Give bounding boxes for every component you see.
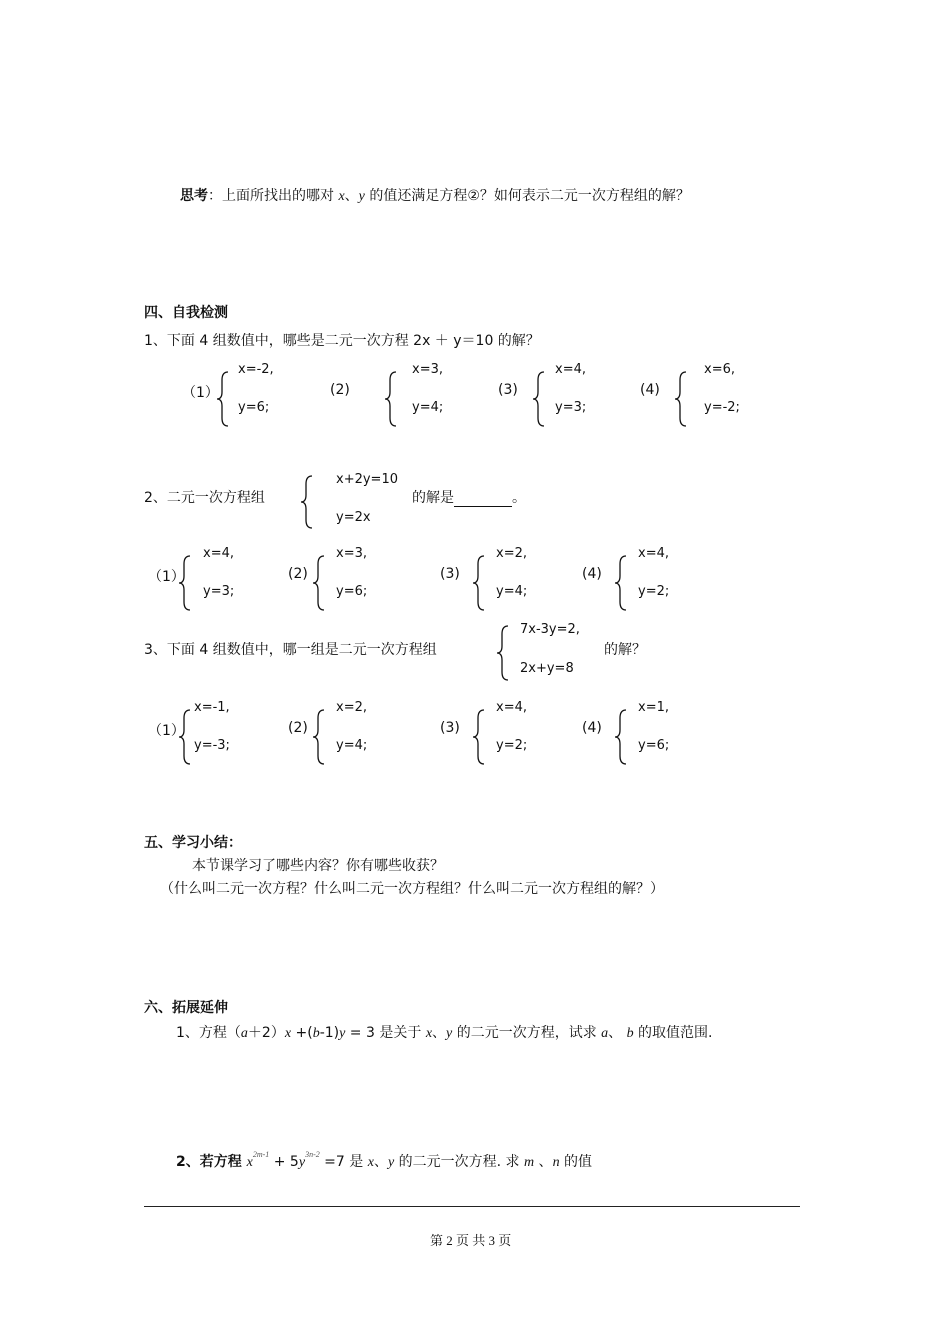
brace-icon bbox=[614, 554, 628, 612]
answer-blank[interactable] bbox=[454, 491, 512, 507]
s4-q3-eq2: 2x+y=8 bbox=[520, 661, 574, 676]
brace-icon bbox=[178, 708, 192, 766]
page-number: 第 2 页 共 3 页 bbox=[430, 1233, 512, 1248]
s5-line1: 本节课学习了哪些内容？你有哪些收获？ bbox=[192, 858, 444, 874]
think-label: 思考 bbox=[180, 188, 208, 204]
brace-icon bbox=[312, 708, 326, 766]
brace-icon bbox=[614, 708, 628, 766]
think-line: 思考：上面所找出的哪对 x、y 的值还满足方程②？如何表示二元一次方程组的解？ bbox=[180, 188, 690, 204]
brace-icon bbox=[472, 708, 486, 766]
brace-icon bbox=[384, 370, 398, 428]
s4-q2-eq2: y=2x bbox=[336, 510, 371, 525]
s4-q3-eq1: 7x-3y=2, bbox=[520, 622, 580, 637]
s4-q2-eq1: x+2y=10 bbox=[336, 472, 398, 487]
s5-line2: （什么叫二元一次方程？什么叫二元一次方程组？什么叫二元一次方程组的解？） bbox=[160, 881, 664, 897]
brace-icon bbox=[312, 554, 326, 612]
s4-q3-prefix: 3、下面 4 组数值中，哪一组是二元一次方程组 bbox=[144, 642, 437, 658]
brace-icon bbox=[674, 370, 688, 428]
footer-divider bbox=[144, 1206, 800, 1207]
s4-q2-prefix: 2、二元一次方程组 bbox=[144, 490, 265, 506]
s4-q2-suffix: 的解是 。 bbox=[412, 490, 526, 506]
s6-q1: 1、方程（a＋2）x +(b-1)y = 3 是关于 x、y 的二元一次方程，试求 a、 b 的取值范围. bbox=[176, 1025, 713, 1041]
brace-icon bbox=[300, 474, 314, 530]
brace-icon bbox=[532, 370, 546, 428]
brace-icon bbox=[496, 624, 510, 682]
brace-icon bbox=[216, 370, 230, 428]
section-4-heading: 四、自我检测 bbox=[144, 305, 228, 321]
section-5-heading: 五、学习小结： bbox=[144, 835, 242, 851]
brace-icon bbox=[178, 554, 192, 612]
s4-q3-suffix: 的解？ bbox=[604, 642, 646, 658]
section-6-heading: 六、拓展延伸 bbox=[144, 1000, 228, 1016]
brace-icon bbox=[472, 554, 486, 612]
s6-q2: 2、若方程 $x^{2m-1} + 5y^{3n-2} =7$ 是 x、y 的二元一次方程. 求 m 、n 的值 bbox=[176, 1150, 593, 1170]
s4-q1-text: 1、下面 4 组数值中，哪些是二元一次方程 2x ＋ y＝10 的解？ bbox=[144, 333, 540, 349]
